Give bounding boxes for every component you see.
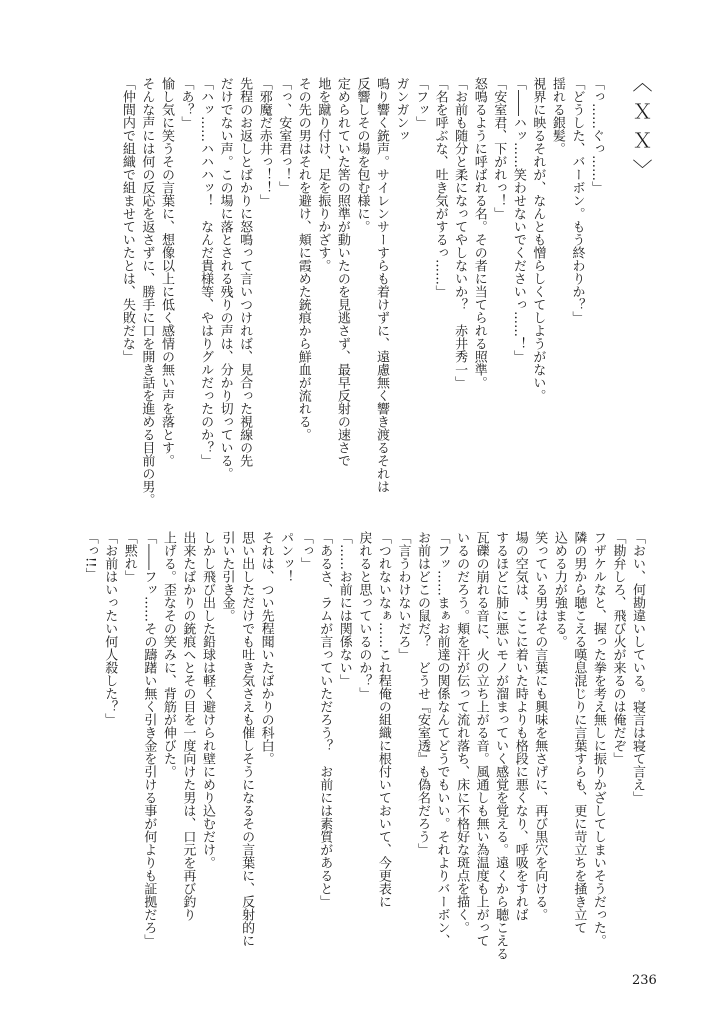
- upper-text-block: [61, 77, 606, 517]
- text-line: 「仲間内で組織で組ませていたとは、失敗だな」: [119, 77, 135, 363]
- text-line: 上げる。歪なその笑みに、背筋が伸びた。: [160, 531, 176, 778]
- text-line: ガンガンッ: [393, 77, 409, 142]
- text-line: 場の空気は、ここに着いた時よりも格段に悪くなり、呼吸をすれば: [512, 531, 528, 921]
- text-line: 「お前も随分と柔になってやしないか？ 赤井秀一」: [452, 77, 468, 389]
- text-line: 鳴り響く銃声。サイレンサーすらも着けずに、遠慮無く響き渡るそれは: [373, 77, 389, 493]
- text-line: お前はどこの鼠だ？ どうせ『安室透』も偽名だろう」: [414, 531, 430, 856]
- text-line: 怒鳴るように呼ばれる名。その者に当てられる照準。: [471, 77, 487, 389]
- text-line: 「あるさ、ラムが言っていただろう？ お前には素質があると」: [317, 531, 333, 908]
- text-line: 地を蹴り付け、足を振りかざす。: [315, 77, 331, 272]
- text-line: 瓦礫の崩れる音に、火の立ち上がる音。風通しも無い為温度も上がって: [473, 531, 489, 947]
- text-line: 「っ!!」: [82, 531, 98, 581]
- text-line: 「ハッ……ハハハッ！ なんだ貴様等、やはりグルだったのか？」: [198, 77, 214, 467]
- text-line: 「お前はいったい何人殺した？」: [102, 531, 118, 726]
- text-line: 笑っている男はその言葉にも興味を無さげに、再び黒穴を向ける。: [532, 531, 548, 921]
- text-line: 「黙れ」: [121, 531, 137, 583]
- text-line: 込める力が強まる。: [551, 531, 567, 648]
- text-line: 反響しその場を包む様に。: [354, 77, 370, 233]
- text-line: 定められていた筈の照準が動いたのを見逃さず、最早反射の速さで: [334, 77, 350, 467]
- lower-text-block: [70, 531, 647, 961]
- text-line: 引いた引き金。: [219, 531, 235, 622]
- text-line: 「つれないなぁ……これ程俺の組織に根付いておいて、今更表に: [375, 531, 391, 908]
- text-line: 「……お前には関係ない」: [336, 531, 352, 687]
- text-line: 「っ」: [297, 531, 313, 570]
- text-line: 愉し気に笑うその言葉に、想像以上に低く感情の無い声を落とす。: [158, 77, 174, 467]
- text-line: フザケルなと、握った拳を考え無しに振りかざしてしまいそうだった。: [590, 531, 606, 947]
- page-number: 236: [632, 973, 657, 988]
- text-line: パンッ！: [278, 531, 294, 583]
- text-line: しかし飛び出した鉛球は軽く避けられ壁にめり込むだけ。: [199, 531, 215, 869]
- text-line: 思い出しただけでも吐き気さえも催しそうになるその言葉に、反射的に: [239, 531, 255, 947]
- text-line: 先程のお返しとばかりに怒鳴って言いつければ、見合った視線の先: [237, 77, 253, 467]
- text-line: 「あ？」: [178, 77, 194, 129]
- text-line: 出来たばかりの銃痕へとその目を一度向けた男は、口元を再び釣り: [180, 531, 196, 921]
- text-line: するほどに肺に悪いモノが溜まっていく感覚を覚える。遠くから聴こえる: [493, 531, 509, 960]
- text-line: 「っ……ぐっ……」: [589, 77, 604, 194]
- text-line: 「――フッ……その躊躇い無く引き金を引ける事が何よりも証拠だろ」: [141, 531, 157, 947]
- text-line: 「言うわけないだろ」: [395, 531, 411, 661]
- text-line: 隣の男から聴こえる嘆息混じりに言葉すらも、更に苛立ちを掻き立て: [571, 531, 587, 934]
- text-line: 「名を呼ぶな、吐き気がするっ……」: [432, 77, 448, 298]
- section-title: 〈ＸＸ〉: [629, 72, 653, 188]
- text-line: 視界に映るそれが、なんとも憎らしくてしようがない。: [530, 77, 546, 402]
- text-line: 「安室君、下がれっ！」: [491, 77, 507, 220]
- text-line: 「っ、安室君っ！」: [276, 77, 292, 194]
- text-line: そんな声には何の反応を返さずに、勝手に口を開き話を進める目前の男。: [139, 77, 155, 506]
- text-line: それは、つい先程聞いたばかりの科白。: [258, 531, 274, 765]
- text-line: 「――ハッ……笑わせないでくださいっ……！」: [510, 77, 526, 363]
- text-line: 「フッ……まぁお前達の関係なんてどうでもいい。それよりバーボン、: [434, 531, 450, 947]
- text-line: 「どうした、バーボン。もう終わりか？」: [569, 77, 585, 324]
- text-line: 「邪魔だ赤井っ！！」: [256, 77, 272, 207]
- text-line: いるのだろう。頬を汗が伝って流れ落ち、床に不格好な斑点を描く。: [454, 531, 470, 934]
- text-line: その先の男はそれを避け、頬に霞めた銃痕から鮮血が流れる。: [295, 77, 311, 441]
- text-line: 「おい、何勘違いしている。寝言は寝て言え」: [630, 531, 645, 804]
- text-line: 戻れると思っているのか？」: [356, 531, 372, 700]
- text-line: 「勘弁しろ、飛び火が来るのは俺だぞ」: [610, 531, 626, 765]
- text-line: 「フッ」: [413, 77, 429, 129]
- text-line: だけでない声。この場に落とされる残りの声は、分かり切っている。: [217, 77, 233, 480]
- text-line: 揺れる銀髪。: [549, 77, 565, 155]
